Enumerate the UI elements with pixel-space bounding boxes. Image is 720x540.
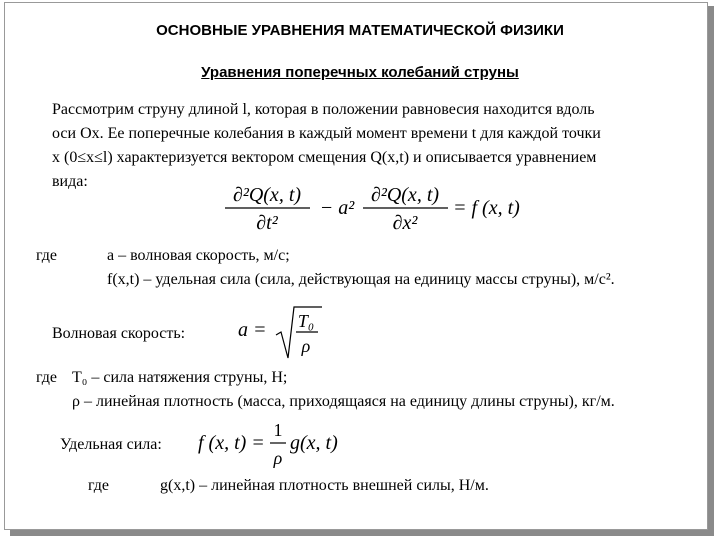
eq1-denominator-2: ∂x² <box>392 212 418 234</box>
eq1-minus-a2: − a² <box>319 197 355 219</box>
intro-line-3: x (0≤x≤l) характеризуется вектором смещения Q(x,t) и описывается уравнением <box>52 149 597 166</box>
where2-line-1: T₀ – сила натяжения струны, Н; <box>72 369 288 386</box>
wave-equation <box>215 178 520 238</box>
where1-line-1: a – волновая скорость, м/с; <box>107 247 290 264</box>
specific-force-formula <box>196 418 356 474</box>
eq1-numerator-2: ∂²Q(x, t) <box>370 184 440 206</box>
where3-line-1: g(x,t) – линейная плотность внешней силы, Н/м. <box>160 477 489 494</box>
where2-line-2: ρ – линейная плотность (масса, приходящаяся на единицу длины струны), кг/м. <box>72 393 615 410</box>
where1-line-2: f(x,t) – удельная сила (сила, действующая на единицу массы струны), м/с². <box>107 271 615 288</box>
where-label-3: где <box>88 477 110 494</box>
specific-force-denominator: ρ <box>273 448 283 468</box>
where-label-1: где <box>36 247 58 264</box>
eq1-numerator-1: ∂²Q(x, t) <box>232 184 302 206</box>
eq1-rhs: = f (x, t) <box>453 197 520 219</box>
page-title: ОСНОВНЫЕ УРАВНЕНИЯ МАТЕМАТИЧЕСКОЙ ФИЗИКИ <box>156 22 564 39</box>
where-label-2: где <box>36 369 58 386</box>
wave-speed-formula <box>236 302 326 364</box>
specific-force-numerator: 1 <box>273 420 283 440</box>
wave-speed-denominator: ρ <box>301 336 311 356</box>
intro-line-2: оси Ох. Ее поперечные колебания в каждый момент времени t для каждой точки <box>52 125 601 142</box>
specific-force-lhs: f (x, t) = <box>198 432 265 454</box>
page-subtitle: Уравнения поперечных колебаний струны <box>201 64 519 81</box>
intro-line-1: Рассмотрим струну длиной l, которая в положении равновесия находится вдоль <box>52 101 595 118</box>
specific-force-rhs: g(x, t) <box>290 432 338 454</box>
wave-speed-numerator: T₀ <box>297 311 315 331</box>
eq1-denominator-1: ∂t² <box>256 212 278 234</box>
intro-line-4: вида: <box>52 173 88 190</box>
wave-speed-lhs: a = <box>238 319 267 341</box>
wave-speed-label: Волновая скорость: <box>52 325 186 342</box>
specific-force-label: Удельная сила: <box>60 436 162 453</box>
